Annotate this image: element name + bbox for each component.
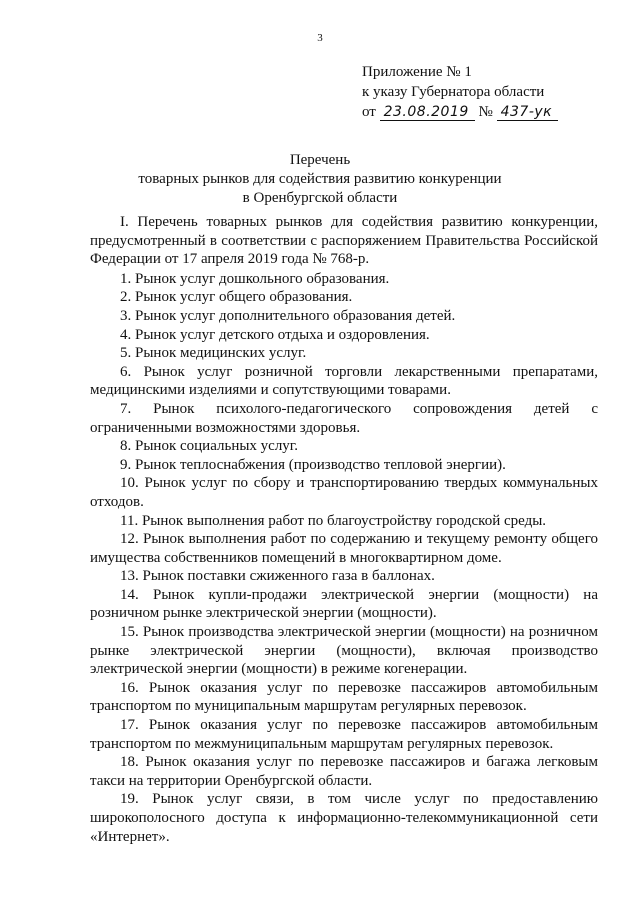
appendix-date-line xyxy=(362,102,558,122)
list-item: 8. Рынок социальных услуг. xyxy=(120,438,299,455)
list-item: 15. Рынок производства электрической энергии (мощности) на розничном рынке электрической энергии (мощности), включая производство электрической энергии (мощности) в режиме когенерации. xyxy=(90,624,598,678)
list-item: 10. Рынок услуг по сбору и транспортированию твердых коммунальных отходов. xyxy=(90,475,598,510)
title-line-3: в Оренбургской области xyxy=(242,190,398,206)
list-item: 9. Рынок теплоснабжения (производство тепловой энергии). xyxy=(120,456,506,473)
list-item: 2. Рынок услуг общего образования. xyxy=(120,289,353,306)
list-item: 18. Рынок оказания услуг по перевозке пассажиров и багажа легковым такси на территории Оренбургской области. xyxy=(90,754,598,789)
appendix-title: Приложение № 1 xyxy=(362,64,472,80)
list-item: 17. Рынок оказания услуг по перевозке пассажиров автомобильным транспортом по межмуниципальным маршрутам регулярных перевозок. xyxy=(90,717,598,752)
handwritten-number: 437-ук xyxy=(497,104,559,121)
date-prefix: от xyxy=(362,104,376,120)
list-item: 13. Рынок поставки сжиженного газа в баллонах. xyxy=(120,568,435,585)
intro-paragraph: I. Перечень товарных рынков для содействия развитию конкуренции, предусмотренный в соответствии с распоряжением Правительства Российской Федерации от 17 апреля 2019 года № 768-р. xyxy=(90,214,598,268)
list-item: 1. Рынок услуг дошкольного образования. xyxy=(120,270,390,287)
list-item: 6. Рынок услуг розничной торговли лекарственными препаратами, медицинскими изделиями и сопутствующими товарами. xyxy=(90,363,598,399)
title-line-1: Перечень xyxy=(289,152,351,168)
page-number: 3 xyxy=(317,32,323,44)
document-body xyxy=(90,213,598,846)
list-item: 19. Рынок услуг связи, в том числе услуг по предоставлению широкополосного доступа к информационно-телекоммуникационной сети «Интернет». xyxy=(90,791,598,845)
title-line-2: товарных рынков для содействия развитию конкуренции xyxy=(138,171,502,187)
list-item: 11. Рынок выполнения работ по благоустройству городской среды. xyxy=(120,512,547,529)
list-item: 7. Рынок психолого-педагогического сопровождения детей с ограниченными возможностями здоровья. xyxy=(90,400,598,436)
handwritten-date: 23.08.2019 xyxy=(380,104,475,121)
list-item: 16. Рынок оказания услуг по перевозке пассажиров автомобильным транспортом по муниципальным маршрутам регулярных перевозок. xyxy=(90,679,598,715)
list-item: 5. Рынок медицинских услуг. xyxy=(120,345,307,362)
list-item: 4. Рынок услуг детского отдыха и оздоровления. xyxy=(120,326,430,343)
appendix-block xyxy=(362,62,558,122)
list-item: 14. Рынок купли-продажи электрической энергии (мощности) на розничном рынке электрической энергии (мощности). xyxy=(90,586,598,622)
list-item: 12. Рынок выполнения работ по содержанию и текущему ремонту общего имущества собственников помещений в многоквартирном доме. xyxy=(90,531,598,566)
number-prefix: № xyxy=(478,104,493,120)
document-title xyxy=(0,151,640,208)
list-item: 3. Рынок услуг дополнительного образования детей. xyxy=(120,307,456,324)
appendix-subtitle: к указу Губернатора области xyxy=(362,84,545,100)
